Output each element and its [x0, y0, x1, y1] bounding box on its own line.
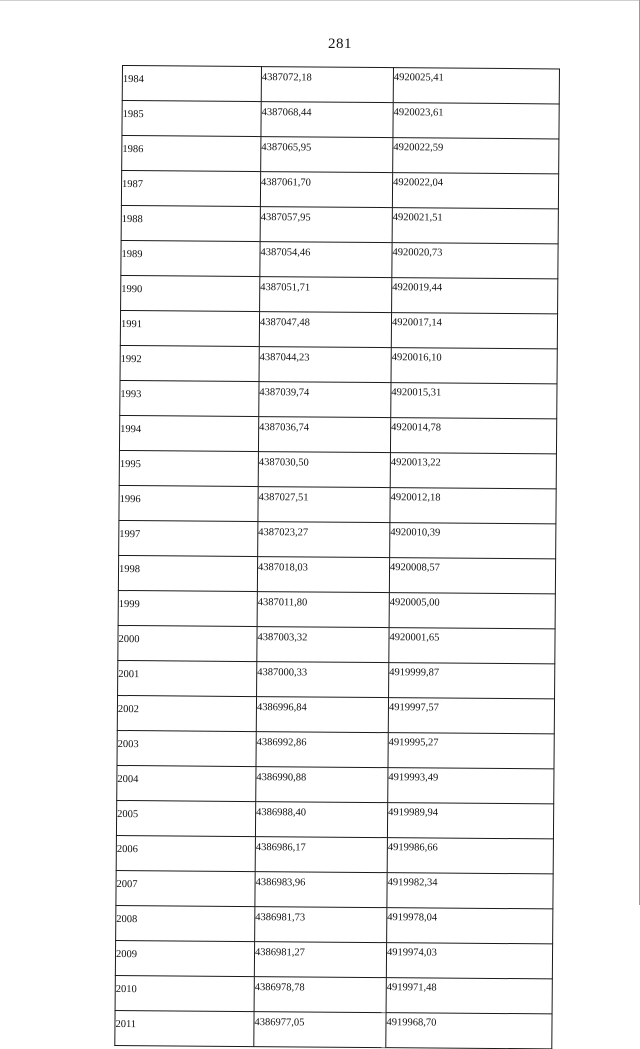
y-coordinate-cell: 4919974,03 [386, 943, 552, 979]
table-row [121, 205, 558, 243]
year-cell: 1988 [121, 205, 260, 241]
x-coordinate-cell: 4386996,84 [256, 697, 388, 733]
y-coordinate-cell: 4919971,48 [386, 978, 552, 1014]
year-cell: 2011 [115, 1010, 254, 1046]
y-coordinate-cell: 4919997,57 [388, 698, 554, 734]
table-row [116, 870, 553, 908]
x-coordinate-cell: 4386981,73 [255, 907, 387, 943]
table-row [115, 940, 552, 978]
y-coordinate-cell: 4920021,51 [392, 208, 558, 244]
table-row [119, 415, 556, 453]
y-coordinate-cell: 4920019,44 [392, 278, 558, 314]
year-cell: 2009 [115, 940, 254, 976]
table-row [121, 240, 558, 278]
table-row [118, 625, 555, 663]
y-coordinate-cell: 4920010,39 [390, 523, 556, 559]
year-cell: 2001 [118, 660, 257, 696]
table-row [122, 136, 559, 174]
x-coordinate-cell: 4387065,95 [261, 137, 393, 173]
y-coordinate-cell: 4920020,73 [392, 243, 558, 279]
y-coordinate-cell: 4919968,70 [386, 1013, 552, 1049]
year-cell: 2005 [116, 800, 255, 836]
table-row [121, 275, 558, 313]
x-coordinate-cell: 4387003,32 [257, 627, 389, 663]
table-row [120, 380, 557, 418]
table-row [120, 345, 557, 383]
x-coordinate-cell: 4386978,78 [254, 977, 386, 1013]
x-coordinate-cell: 4387030,50 [258, 452, 390, 488]
table-row [120, 310, 557, 348]
x-coordinate-cell: 4386992,86 [256, 732, 388, 768]
table-row [115, 1010, 552, 1048]
y-coordinate-cell: 4920012,18 [390, 488, 556, 524]
year-cell: 1986 [122, 136, 261, 172]
page-number: 281 [328, 36, 352, 52]
x-coordinate-cell: 4386986,17 [255, 837, 387, 873]
coordinates-table-body [115, 66, 560, 1049]
x-coordinate-cell: 4387023,27 [258, 522, 390, 558]
year-cell: 1995 [119, 450, 258, 486]
table-row [117, 765, 554, 803]
year-cell: 2000 [118, 625, 257, 661]
y-coordinate-cell: 4920013,22 [390, 453, 556, 489]
year-cell: 1998 [118, 555, 257, 591]
table-row [116, 800, 553, 838]
x-coordinate-cell: 4386990,88 [256, 767, 388, 803]
y-coordinate-cell: 4919982,34 [387, 873, 553, 909]
y-coordinate-cell: 4920025,41 [393, 68, 559, 104]
x-coordinate-cell: 4387047,48 [259, 312, 391, 348]
coordinates-table [114, 65, 560, 1049]
year-cell: 1989 [121, 240, 260, 276]
x-coordinate-cell: 4387057,95 [260, 207, 392, 243]
year-cell: 2006 [116, 835, 255, 871]
x-coordinate-cell: 4386977,05 [254, 1012, 386, 1048]
year-cell: 1997 [119, 520, 258, 556]
year-cell: 1987 [121, 171, 260, 207]
x-coordinate-cell: 4387027,51 [258, 487, 390, 523]
x-coordinate-cell: 4387072,18 [261, 67, 393, 103]
y-coordinate-cell: 4919999,87 [389, 663, 555, 699]
table-row [118, 590, 555, 628]
x-coordinate-cell: 4386983,96 [255, 872, 387, 908]
table-row [118, 660, 555, 698]
year-cell: 2003 [117, 730, 256, 766]
y-coordinate-cell: 4920017,14 [391, 313, 557, 349]
x-coordinate-cell: 4387011,80 [257, 592, 389, 628]
year-cell: 1990 [121, 275, 260, 311]
year-cell: 1985 [122, 101, 261, 137]
year-cell: 2008 [116, 905, 255, 941]
year-cell: 1992 [120, 345, 259, 381]
x-coordinate-cell: 4387000,33 [257, 662, 389, 698]
y-coordinate-cell: 4920022,04 [392, 173, 558, 209]
table-row [116, 835, 553, 873]
x-coordinate-cell: 4387044,23 [259, 347, 391, 383]
x-coordinate-cell: 4387051,71 [260, 277, 392, 313]
year-cell: 2007 [116, 870, 255, 906]
year-cell: 2010 [115, 975, 254, 1011]
x-coordinate-cell: 4387036,74 [258, 417, 390, 453]
table-row [118, 555, 555, 593]
year-cell: 1996 [119, 485, 258, 521]
x-coordinate-cell: 4387039,74 [259, 382, 391, 418]
y-coordinate-cell: 4920014,78 [390, 418, 556, 454]
year-cell: 1991 [120, 310, 259, 346]
table-row [122, 101, 559, 139]
page-top-edge [0, 0, 640, 1]
year-cell: 1984 [122, 66, 261, 102]
y-coordinate-cell: 4920015,31 [391, 383, 557, 419]
x-coordinate-cell: 4387061,70 [260, 172, 392, 208]
table-row [121, 171, 558, 209]
y-coordinate-cell: 4920005,00 [389, 593, 555, 629]
year-cell: 1994 [119, 415, 258, 451]
y-coordinate-cell: 4920022,59 [393, 138, 559, 174]
year-cell: 2002 [117, 695, 256, 731]
table-row [117, 730, 554, 768]
y-coordinate-cell: 4919986,66 [387, 838, 553, 874]
table-row [116, 905, 553, 943]
y-coordinate-cell: 4919993,49 [388, 768, 554, 804]
y-coordinate-cell: 4919989,94 [387, 803, 553, 839]
x-coordinate-cell: 4387068,44 [261, 102, 393, 138]
x-coordinate-cell: 4387018,03 [257, 557, 389, 593]
year-cell: 1993 [120, 380, 259, 416]
table-row [122, 66, 559, 104]
y-coordinate-cell: 4920008,57 [389, 558, 555, 594]
table-row [115, 975, 552, 1013]
y-coordinate-cell: 4920001,65 [389, 628, 555, 664]
year-cell: 2004 [117, 765, 256, 801]
table-row [119, 520, 556, 558]
table-row [119, 485, 556, 523]
y-coordinate-cell: 4920016,10 [391, 348, 557, 384]
year-cell: 1999 [118, 590, 257, 626]
table-row [117, 695, 554, 733]
x-coordinate-cell: 4387054,46 [260, 242, 392, 278]
x-coordinate-cell: 4386988,40 [255, 802, 387, 838]
y-coordinate-cell: 4919978,04 [387, 908, 553, 944]
y-coordinate-cell: 4920023,61 [393, 103, 559, 139]
table-row [119, 450, 556, 488]
x-coordinate-cell: 4386981,27 [254, 942, 386, 978]
y-coordinate-cell: 4919995,27 [388, 733, 554, 769]
